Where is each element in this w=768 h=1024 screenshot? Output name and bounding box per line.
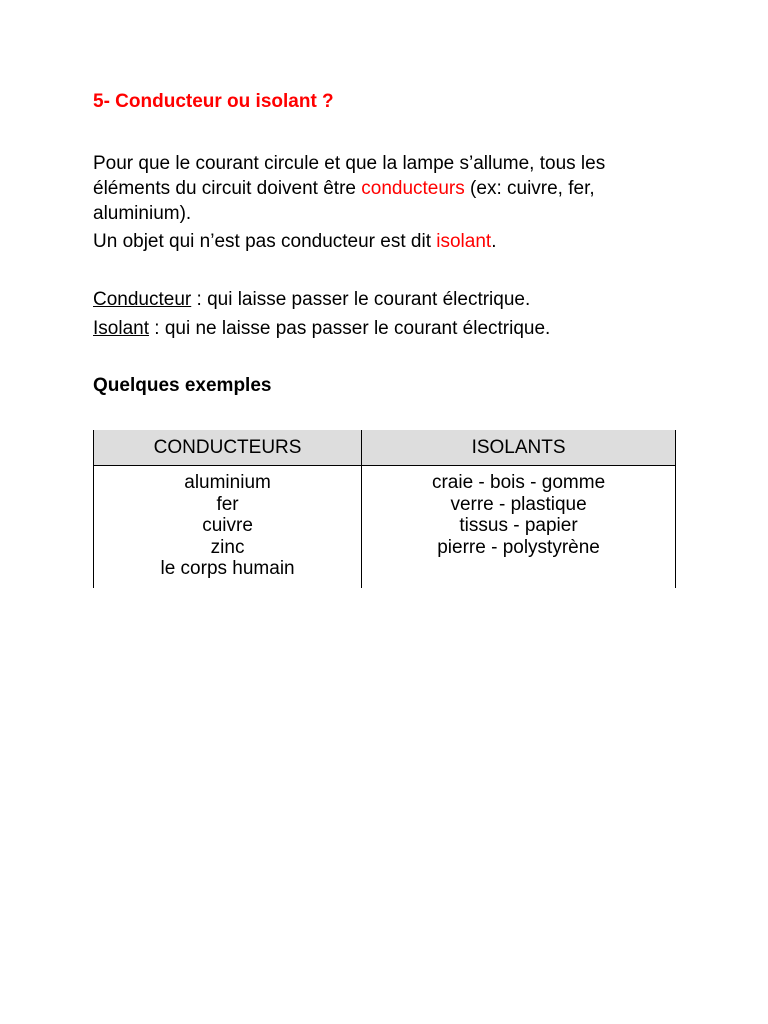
- term-conducteur: Conducteur: [93, 289, 192, 310]
- header-isolants: ISOLANTS: [362, 430, 676, 466]
- highlight-isolant: isolant: [436, 231, 492, 252]
- isolant-text-start: Un objet qui n’est pas conducteur est dit: [93, 231, 437, 252]
- isolant-paragraph: [93, 229, 653, 254]
- table-header-row: [94, 430, 676, 466]
- intro-text-end: (ex: cuivre, fer, aluminium).: [93, 178, 595, 224]
- definition-conducteur: [93, 287, 653, 312]
- term-isolant: Isolant: [93, 318, 149, 339]
- definition-isolant: [93, 316, 653, 341]
- list-item: pierre - polystyrène: [437, 536, 600, 558]
- list-item: cuivre: [202, 515, 253, 536]
- intro-paragraph: [93, 151, 653, 226]
- list-item: verre - plastique: [450, 493, 587, 515]
- examples-table: [93, 430, 676, 588]
- list-item: tissus - papier: [459, 515, 578, 536]
- isolants-cell: [362, 466, 676, 589]
- list-item: fer: [216, 493, 239, 515]
- list-item: le corps humain: [160, 558, 295, 579]
- list-item: zinc: [210, 536, 245, 558]
- list-item: aluminium: [184, 472, 271, 493]
- section-heading: 5- Conducteur ou isolant ?: [93, 91, 334, 112]
- header-conducteurs: CONDUCTEURS: [94, 430, 362, 466]
- definition-conducteur-text: : qui laisse passer le courant électrique.: [191, 289, 531, 310]
- isolant-text-end: .: [491, 231, 497, 252]
- list-item: craie - bois - gomme: [431, 472, 606, 493]
- highlight-conducteurs: conducteurs: [361, 178, 465, 199]
- intro-text-start: Pour que le courant circule et que la lampe s’allume, tous les éléments du circuit doivent être: [93, 153, 606, 199]
- definition-isolant-text: : qui ne laisse pas passer le courant électrique.: [148, 318, 551, 339]
- examples-heading: Quelques exemples: [93, 375, 272, 396]
- conducteurs-cell: [94, 466, 362, 589]
- table-row: [94, 466, 676, 589]
